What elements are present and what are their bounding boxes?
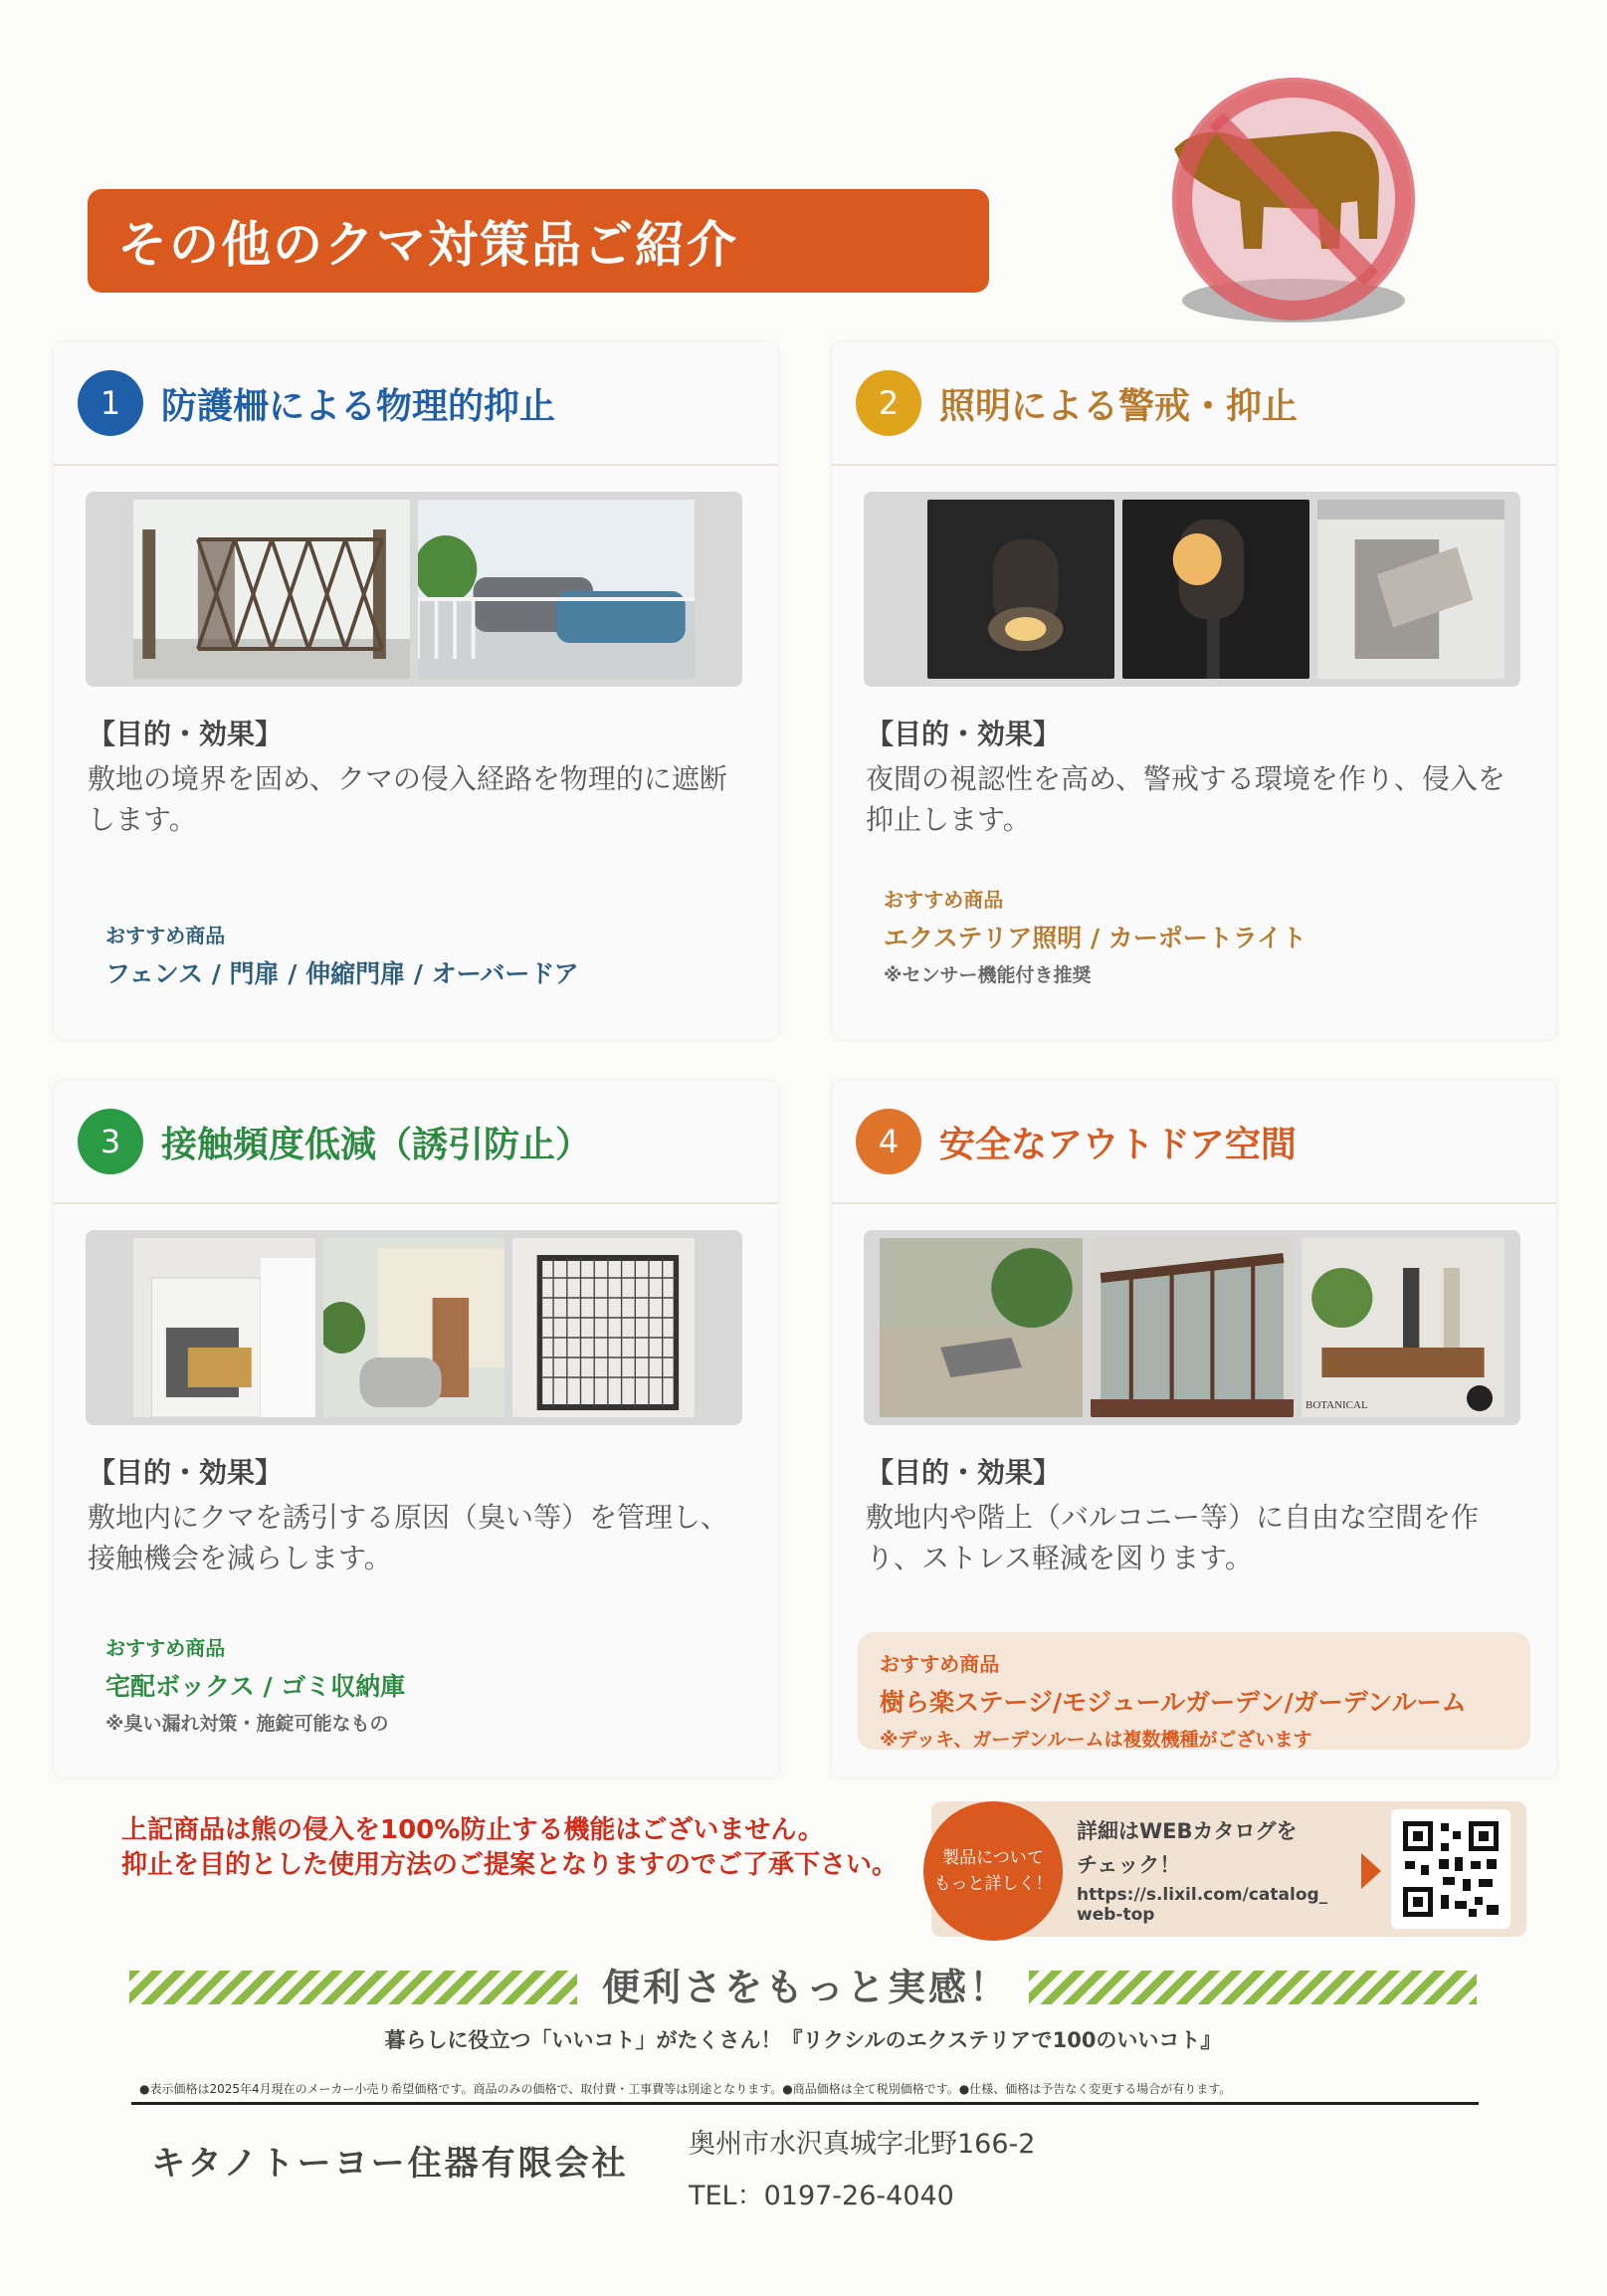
warning-notice [121,1813,898,1883]
card-title: 照明による警戒・抑止 [939,385,1299,427]
more-info-line-2: もっと詳しく！ [933,1874,1053,1894]
catalog-box [931,1801,1526,1937]
divider-line [131,2102,1479,2105]
recommended-products [858,1632,1530,1750]
company-name: キタノトーヨー住器有限会社 [151,2144,629,2184]
mesh-cage-photo [512,1238,695,1417]
catalog-url-line-2[interactable]: web-top [1077,1905,1155,1925]
effect-text: 敷地内や階上（バルコニー等）に自由な空間を作り、ストレス軽減を図ります。 [866,1501,1480,1574]
brand-logo-icon [1467,1385,1493,1411]
effect-label: 【目的・効果】 [88,1456,284,1489]
effect-text: 敷地内にクマを誘引する原因（臭い等）を管理し、接触機会を減らします。 [88,1501,729,1574]
rec-items: エクステリア照明 / カーポートライト [884,924,1307,952]
arrow-right-icon [1361,1853,1381,1889]
photo-strip [86,1230,742,1425]
spike-light-photo [1122,500,1309,679]
spotlight-photo [927,500,1114,679]
company-address: 奥州市水沢真城字北野166-2 [689,2129,1036,2160]
rec-note: ※センサー機能付き推奨 [884,964,1092,986]
recommended-products [105,920,579,990]
fence-photo [418,500,695,679]
effect-text: 夜間の視認性を高め、警戒する環境を作り、侵入を抑止します。 [866,762,1506,836]
promo-subtitle: 暮らしに役立つ「いいコト」がたくさん！『リクシルのエクステリアで100のいいコト』 [384,2028,1222,2052]
rec-label: おすすめ商品 [884,888,1004,912]
card-header [832,1081,1556,1204]
catalog-text [1077,1815,1327,1925]
catalog-text-line-2: チェック！ [1077,1853,1181,1877]
promo-headline: 便利さをもっと実感！ [601,1966,1010,2009]
rec-items: 樹ら楽ステージ/モジュールガーデン/ガーデンルーム [880,1688,1467,1717]
card-header [54,342,778,466]
photo-strip [86,492,742,687]
card-header [832,342,1556,466]
decorative-stripe-right [1029,1971,1477,2004]
rec-note: ※デッキ、ガーデンルームは複数機種がございます [880,1729,1312,1751]
warning-line-1: 上記商品は熊の侵入を100%防止する機能はございません。 [121,1815,824,1845]
catalog-text-line-1: 詳細はWEBカタログを [1077,1819,1298,1843]
warning-line-2: 抑止を目的とした使用方法のご提案となりますのでご了承下さい。 [121,1850,899,1880]
card-outdoor-space [832,1081,1556,1777]
catalog-url-line-1[interactable]: https://s.lixil.com/catalog_ [1077,1885,1328,1905]
deck-photo [880,1238,1083,1417]
effect-text: 敷地の境界を固め、クマの侵入経路を物理的に遮断します。 [88,762,727,836]
section-banner: その他のクマ対策品ご紹介 [88,189,989,293]
decorative-stripe-left [129,1971,577,2004]
card-title: 安全なアウトドア空間 [939,1124,1297,1165]
card-title: 接触頻度低減（誘引防止） [161,1124,592,1165]
number-badge: 3 [78,1109,143,1174]
more-info-circle [923,1801,1063,1941]
photo-strip [864,492,1520,687]
card-header [54,1081,778,1204]
effect-label: 【目的・効果】 [866,1456,1062,1489]
effect-label: 【目的・効果】 [866,718,1062,750]
garden-room-photo [1091,1238,1294,1417]
rec-items: 宅配ボックス / ゴミ収納庫 [105,1672,406,1701]
modular-garden-photo [1302,1238,1505,1417]
brand-label: BOTANICAL [1306,1399,1368,1411]
photo-strip [864,1230,1520,1425]
recommended-products [105,1632,405,1736]
rec-label: おすすめ商品 [105,1636,226,1660]
garbage-storage-photo [323,1238,505,1417]
number-badge: 4 [856,1109,921,1174]
card-title: 防護柵による物理的抑止 [161,385,556,427]
more-info-line-1: 製品について [942,1848,1044,1868]
delivery-box-photo [133,1238,315,1417]
disclaimer: ●表示価格は2025年4月現在のメーカー小売り希望価格です。商品のみの価格で、取付費・工事費等は別途となります。●商品価格は全て税別価格です。●仕様、価格は予告なく変更する場合が有ります。 [139,2082,1232,2096]
rec-note: ※臭い漏れ対策・施錠可能なもの [105,1713,389,1735]
company-tel: TEL：0197-26-4040 [689,2181,954,2211]
carport-light-photo [1317,500,1505,679]
number-badge: 1 [78,370,143,436]
rec-items: フェンス / 門扉 / 伸縮門扉 / オーバードア [105,959,579,988]
rec-label: おすすめ商品 [880,1652,1000,1676]
card-attraction-prevention [54,1081,778,1777]
number-badge: 2 [856,370,921,436]
no-bear-icon [1154,70,1433,338]
recommended-products [884,884,1306,987]
card-lighting [832,342,1556,1039]
card-fence [54,342,778,1039]
gate-photo [133,500,410,679]
rec-label: おすすめ商品 [105,924,226,947]
effect-label: 【目的・効果】 [88,718,284,750]
qr-code-icon[interactable] [1391,1809,1510,1929]
